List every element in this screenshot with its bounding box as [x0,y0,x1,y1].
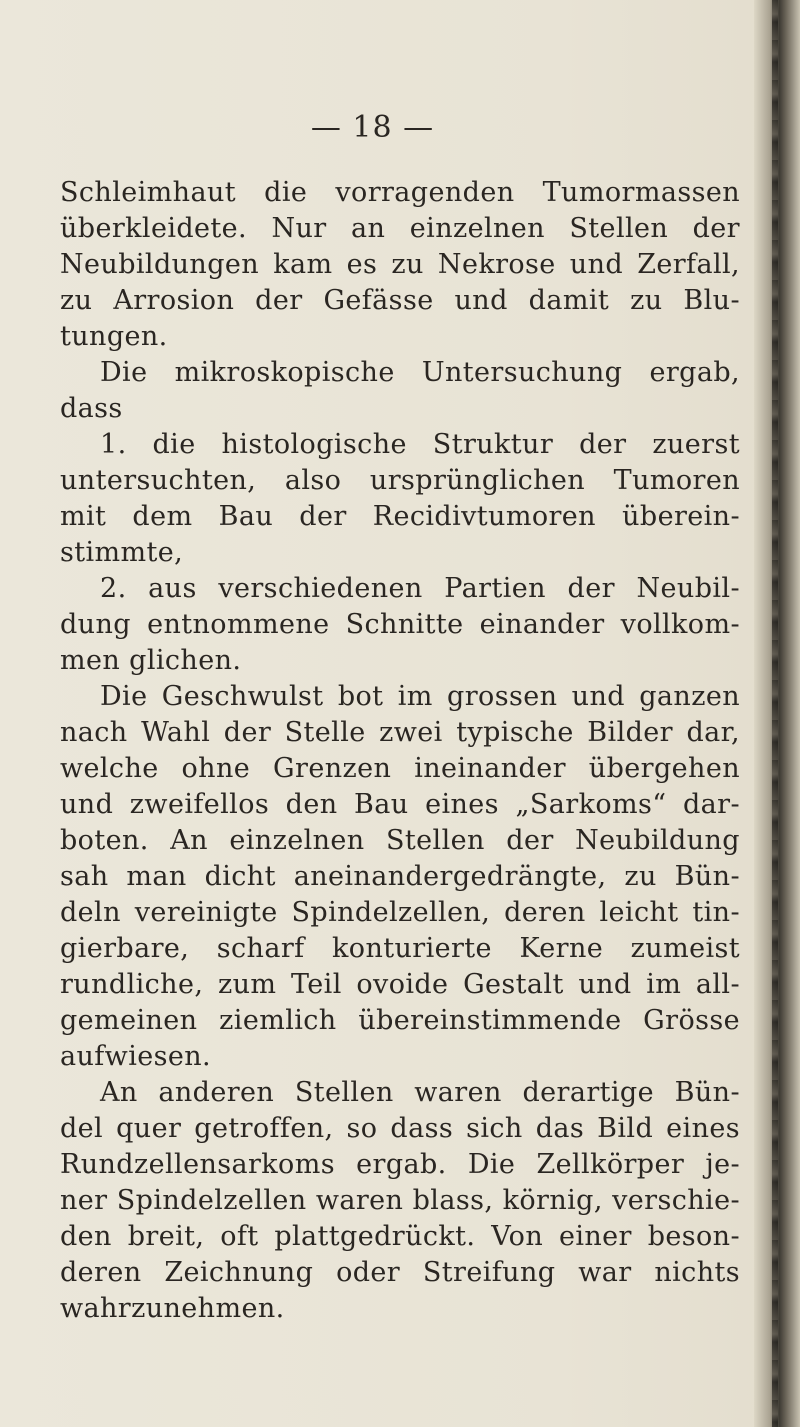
book-spine-shadow [754,0,800,1427]
text-line: gierbare, scharf konturierte Kerne zumeist [60,933,740,964]
text-line: sah man dicht aneinandergedrängte, zu Bün- [60,861,740,892]
text-line: überkleidete. Nur an einzelnen Stellen der [60,213,740,244]
text-line: Die Geschwulst bot im grossen und ganzen [100,681,740,712]
text-line: Die mikroskopische Untersuchung ergab, [100,357,740,388]
text-line: deln vereinigte Spindelzellen, deren leicht tin- [60,897,740,928]
text-line: den breit, oft plattgedrückt. Von einer beson- [60,1221,740,1252]
paragraph [60,427,740,571]
text-line: deren Zeichnung oder Streifung war nichts [60,1257,740,1288]
text-line: und zweifellos den Bau eines „Sarkoms“ dar- [60,789,740,820]
text-line: nach Wahl der Stelle zwei typische Bilder dar, [60,717,740,748]
paragraph [60,1075,740,1327]
paragraph [60,679,740,1075]
text-line: aufwiesen. [60,1041,212,1072]
text-line: boten. An einzelnen Stellen der Neubildung [60,825,740,856]
text-line: 1. die histologische Struktur der zuerst [100,429,740,460]
text-line: del quer getroffen, so dass sich das Bild eines [60,1113,740,1144]
text-line: ner Spindelzellen waren blass, körnig, verschie- [60,1185,740,1216]
text-line: Rundzellensarkoms ergab. Die Zellkörper je- [60,1149,740,1180]
text-line: Schleimhaut die vorragenden Tumormassen [60,177,740,208]
text-line: men glichen. [60,645,242,676]
text-line: zu Arrosion der Gefässe und damit zu Blu- [60,285,740,316]
text-line: rundliche, zum Teil ovoide Gestalt und im all- [60,969,740,1000]
paragraph [60,175,740,355]
text-line: Neubildungen kam es zu Nekrose und Zerfall, [60,249,740,280]
paragraph [60,571,740,679]
text-line: dass [60,393,123,424]
page-number: — 18 — [310,110,435,145]
text-line: wahrzunehmen. [60,1293,285,1324]
text-line: gemeinen ziemlich übereinstimmende Grösse [60,1005,740,1036]
text-line: mit dem Bau der Recidivtumoren überein- [60,501,740,532]
text-line: dung entnommene Schnitte einander vollkom- [60,609,740,640]
paragraph [60,355,740,427]
text-line: stimmte, [60,537,184,568]
text-line: welche ohne Grenzen ineinander übergehen [60,753,740,784]
text-line: 2. aus verschiedenen Partien der Neubil- [100,573,740,604]
text-line: untersuchten, also ursprünglichen Tumoren [60,465,740,496]
text-line: An anderen Stellen waren derartige Bün- [100,1077,740,1108]
body-text [60,175,740,1327]
text-line: tungen. [60,321,168,352]
